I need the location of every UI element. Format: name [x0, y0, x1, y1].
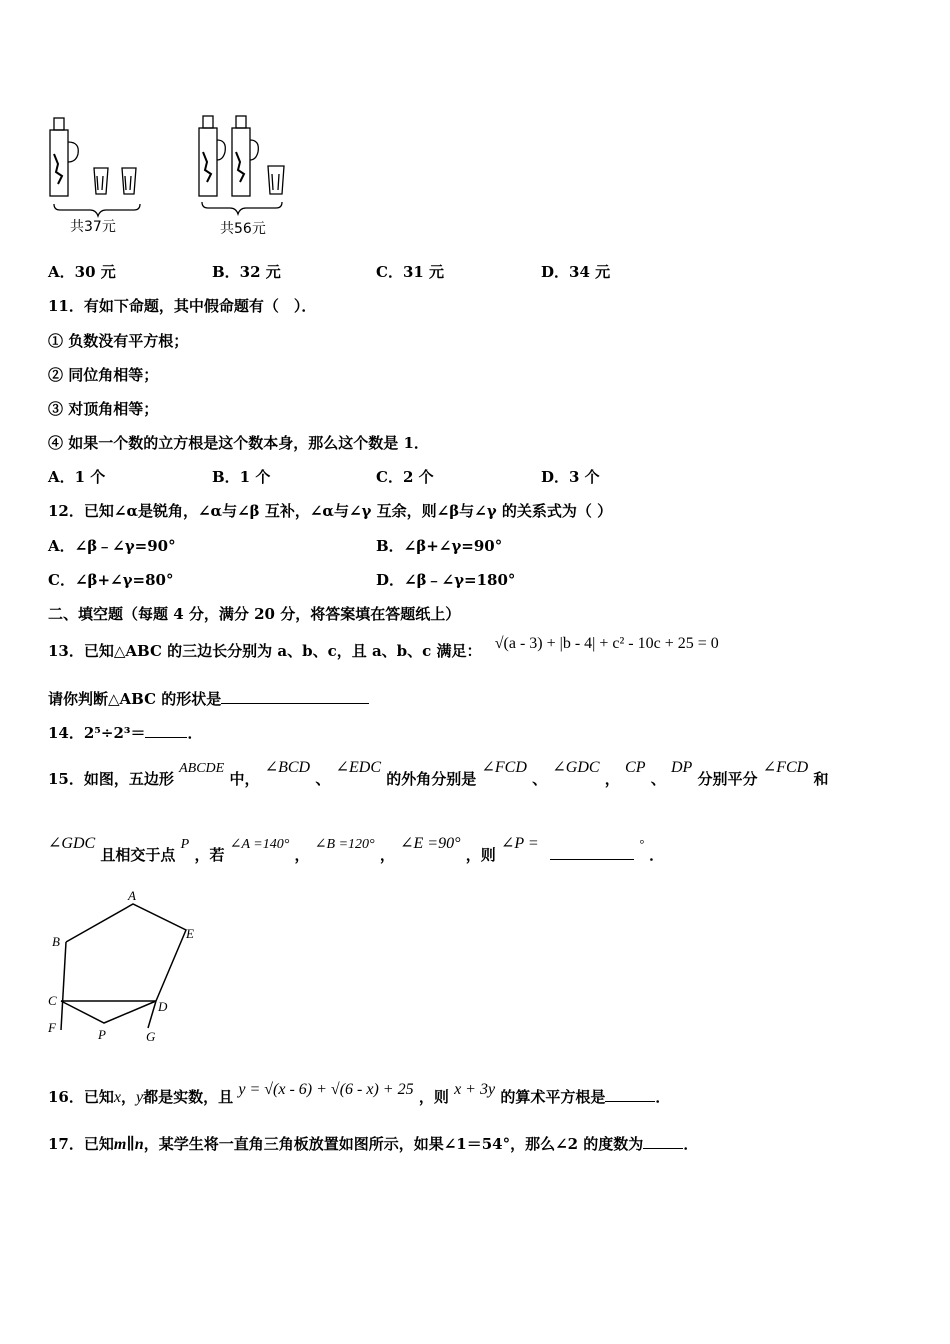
q11-option-b: B．1 个 — [212, 468, 271, 486]
q17-answer-blank[interactable] — [643, 1134, 683, 1149]
q15-degree: ° — [639, 837, 644, 851]
q11-item-1: ① 负数没有平方根； — [48, 332, 189, 350]
q11-option-a: A．1 个 — [48, 468, 106, 486]
q14-tail: ． — [187, 724, 203, 742]
q15-math-dp: DP — [670, 759, 693, 776]
q15-part-5: 、 — [532, 770, 548, 788]
q15-part-2: 中， — [229, 770, 260, 788]
q15-answer-blank[interactable] — [550, 845, 634, 860]
q17-tail: ． — [683, 1135, 699, 1153]
q16-part-2: 都是实数，且 — [143, 1088, 234, 1106]
q11-item-4: ④ 如果一个数的立方根是这个数本身，那么这个数是 1． — [48, 434, 429, 452]
q10-option-b: B．32 元 — [212, 263, 281, 281]
q15-math-angle-p: ∠P = — [500, 835, 539, 852]
caption-right: 共56元 — [220, 221, 266, 237]
q12-stem: 12．已知∠α是锐角，∠α与∠β 互补，∠α与∠γ 互余，则∠β与∠γ 的关系式为（ ） — [48, 502, 613, 520]
q11-option-d: D．3 个 — [541, 468, 600, 486]
q14 — [48, 722, 202, 743]
q11-option-c: C．2 个 — [376, 468, 434, 486]
q15-line-2 — [48, 835, 665, 865]
q13-ask — [48, 688, 369, 709]
q15-part-9: 和 — [813, 770, 829, 788]
q11-item-2: ② 同位角相等； — [48, 366, 159, 384]
q16-part-3: ，则 — [418, 1088, 449, 1106]
q12-option-d: D．∠β﹣∠γ=180° — [376, 571, 516, 589]
q15-math-cp: CP — [625, 759, 646, 776]
q15-l2-part-1: 且相交于点 — [100, 846, 176, 864]
q12-option-c: C．∠β+∠γ=80° — [48, 571, 174, 589]
q15-line-1 — [48, 759, 829, 789]
q15-part-3: 、 — [315, 770, 331, 788]
q15-part-4: 的外角分别是 — [386, 770, 477, 788]
q15-part-8: 分别平分 — [697, 770, 758, 788]
q12-option-b: B．∠β+∠γ=90° — [376, 537, 503, 555]
q16-y: y — [136, 1089, 144, 1106]
pentagon-figure — [40, 886, 220, 1046]
q16-formula: y = √(x - 6) + √(6 - x) + 25 — [238, 1081, 414, 1098]
q15-l2-part-4: ， — [379, 846, 395, 864]
q11-item-3: ③ 对顶角相等； — [48, 400, 159, 418]
q15-math-angle-a: ∠A =140° — [229, 837, 290, 852]
q16-part-1: 16．已知 — [48, 1088, 114, 1106]
q15-math-abcde: ABCDE — [179, 761, 225, 776]
label-p: P — [98, 1027, 106, 1042]
q17-part-2: ，某学生将一直角三角板放置如图所示，如果∠1＝54°，那么∠2 的度数为 — [143, 1135, 644, 1153]
q15-math-angle-b: ∠B =120° — [314, 837, 375, 852]
q16-comma: ， — [120, 1088, 136, 1106]
q13-answer-blank[interactable] — [221, 689, 369, 704]
q15-math-gdc: ∠GDC — [552, 759, 600, 776]
label-b: B — [52, 934, 60, 949]
q10-option-a: A．30 元 — [48, 263, 116, 281]
label-e: E — [186, 926, 194, 941]
q13-stem-text: 13．已知△ABC 的三边长分别为 a、b、c，且 a、b、c 满足： — [48, 642, 482, 660]
q17-mn: m∥n — [113, 1136, 144, 1153]
q15-math-angle-e: ∠E =90° — [400, 835, 461, 852]
q16-x: x — [113, 1089, 121, 1106]
q16-part-4: 的算术平方根是 — [500, 1088, 606, 1106]
q15-math-gdc-2: ∠GDC — [48, 835, 96, 852]
q15-math-edc: ∠EDC — [335, 759, 381, 776]
section-2-heading: 二、填空题（每题 4 分，满分 20 分，将答案填在答题纸上） — [48, 605, 461, 623]
q15-math-bcd: ∠BCD — [264, 759, 311, 776]
q16-tail: ． — [655, 1088, 671, 1106]
q14-text: 14．2⁵÷2³＝ — [48, 724, 146, 742]
caption-left: 共37元 — [70, 219, 116, 235]
q16-expr: x + 3y — [454, 1081, 496, 1098]
q13-stem — [48, 635, 719, 661]
q15-part-1: 15．如图，五边形 — [48, 770, 174, 788]
label-g: G — [146, 1029, 156, 1044]
q15-math-fcd: ∠FCD — [481, 759, 527, 776]
q13-ask-text: 请你判断△ABC 的形状是 — [48, 690, 222, 708]
q15-part-6: ， — [604, 770, 620, 788]
q15-l2-part-6: ． — [649, 846, 665, 864]
q16 — [48, 1081, 671, 1107]
q11-stem: 11．有如下命题，其中假命题有（ ）． — [48, 297, 317, 315]
q15-l2-part-5: ，则 — [465, 846, 496, 864]
q15-math-fcd-2: ∠FCD — [762, 759, 809, 776]
q14-answer-blank[interactable] — [145, 723, 187, 738]
q10-option-d: D．34 元 — [541, 263, 611, 281]
q13-formula: √(a - 3) + |b - 4| + c² - 10c + 25 = 0 — [494, 635, 719, 652]
q15-l2-part-2: ，若 — [194, 846, 225, 864]
label-d: D — [158, 999, 168, 1014]
q15-math-p: P — [180, 837, 190, 852]
label-c: C — [48, 993, 57, 1008]
q17 — [48, 1133, 698, 1154]
label-f: F — [48, 1020, 56, 1035]
q16-answer-blank[interactable] — [605, 1087, 655, 1102]
label-a: A — [128, 888, 136, 903]
q17-part-1: 17．已知 — [48, 1135, 114, 1153]
q15-part-7: 、 — [650, 770, 666, 788]
q15-l2-part-3: ， — [294, 846, 310, 864]
q10-option-c: C．31 元 — [376, 263, 445, 281]
q12-option-a: A．∠β﹣∠γ=90° — [48, 537, 176, 555]
